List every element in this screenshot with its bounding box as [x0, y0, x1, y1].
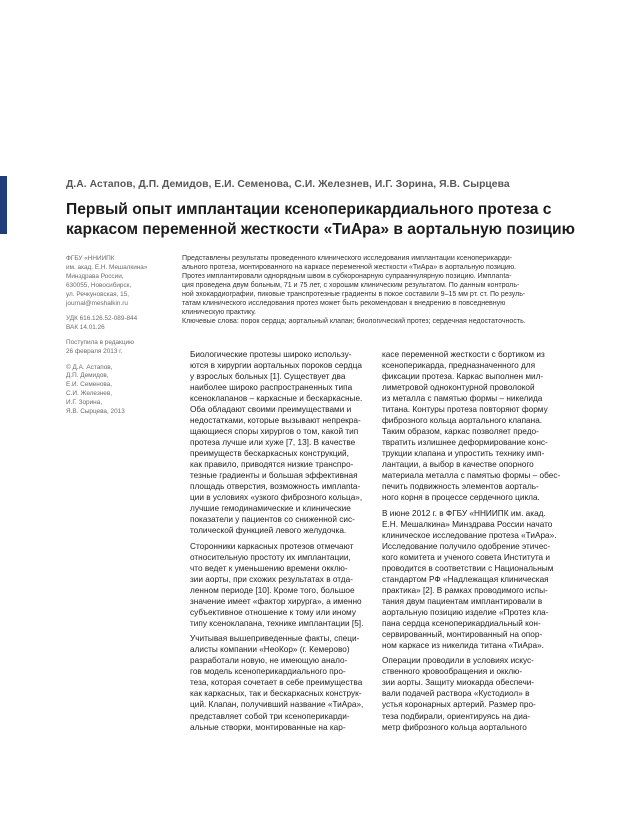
text-line: материала металла с памятью формы – обес-	[382, 471, 561, 481]
text-line: преимуществ бескаркасных конструкций,	[190, 449, 349, 459]
paragraph	[382, 508, 566, 651]
abstract	[182, 254, 582, 326]
text-line: фиброзного кольца аортального клапана.	[382, 416, 543, 426]
article-title	[66, 200, 586, 240]
body-column-left	[190, 349, 374, 737]
text-line: толической функцией левого желудочка.	[190, 526, 347, 536]
text-line: ются в хирургии аортальных пороков сердца	[190, 361, 362, 371]
text-line: из металла с памятью формы – никелида	[382, 394, 543, 404]
text-line: Е.Н. Мешалкина» Минздрава России начато	[382, 519, 553, 529]
text-line: теза подбирали, ориентируясь на диа-	[382, 711, 531, 721]
text-line: протеза лучше или хуже [7, 13]. В качестве	[190, 438, 356, 448]
udc-block	[66, 315, 178, 333]
text-line: лантации, а выбор в качестве опорного	[382, 460, 534, 470]
text-line: Учитывая вышеприведенные факты, специ-	[190, 634, 360, 644]
article-title-line: Первый опыт имплантации ксеноперикардиального протеза с	[66, 201, 552, 218]
section-color-bar	[0, 176, 7, 234]
text-line: недостатками, которые вызывают непрекра-	[190, 416, 361, 426]
text-line: разработали новую, не имеющую анало-	[190, 656, 348, 666]
paragraph	[190, 541, 374, 629]
text-line: зии аорты, при схожих результатах в отда-	[190, 574, 353, 584]
text-line: Оба обладают своими преимуществами и	[190, 405, 352, 415]
text-line: как правило, приводятся низкие транспро-	[190, 460, 354, 470]
text-line: субъективное отношение к тому или иному	[190, 607, 356, 617]
meta-line: ул. Речкуновская, 15,	[66, 290, 130, 298]
text-line: ксеноперикарда, предназначенного для	[382, 361, 536, 371]
text-line: твратить излишнее деформирование конс-	[382, 438, 548, 448]
text-line: тезные градиенты и большая эффективная	[190, 471, 358, 481]
author-list: Д.А. Астапов, Д.П. Демидов, Е.И. Семенова, С.И. Железнев, И.Г. Зорина, Я.В. Сырцева	[66, 179, 510, 190]
text-line: у взрослых больных [1]. Существует два	[190, 372, 346, 382]
paragraph	[190, 349, 374, 536]
text-line: показатели у пациентов со сниженной сис-	[190, 515, 355, 525]
meta-line: им. акад. Е.Н. Мешалкина»	[66, 263, 148, 271]
text-line: что ведет к уменьшению времени окклю-	[190, 563, 348, 573]
text-line: ственного кровообращения и окклю-	[382, 667, 523, 677]
meta-line: И.Г. Зорина,	[66, 399, 102, 407]
text-line: титана. Контуры протеза повторяют форму	[382, 405, 548, 415]
text-line: метр фиброзного кольца аортального	[382, 722, 527, 732]
text-line: проводится в соответствии с Национальным	[382, 563, 554, 573]
text-line: наиболее широко распространенных типа	[190, 383, 353, 393]
copyright-block	[66, 364, 178, 417]
meta-line: Минздрава России,	[66, 272, 124, 280]
text-line: Биологические протезы широко использу-	[190, 350, 352, 359]
meta-line: journal@meshalkin.ru	[66, 299, 128, 307]
meta-line: С.И. Железнев,	[66, 390, 113, 398]
paragraph	[382, 349, 566, 503]
text-line: фиксации протеза. Каркас выполнен мил-	[382, 372, 544, 382]
text-line: вали подачей раствора «Кустодиол» в	[382, 689, 530, 699]
meta-line: ВАК 14.01.26	[66, 323, 105, 331]
text-line: клиническое исследование протеза «ТиАра».	[382, 530, 557, 540]
meta-line: 26 февраля 2013 г.	[66, 348, 123, 356]
meta-line: 630055, Новосибирск,	[66, 281, 132, 289]
article-metadata	[66, 255, 178, 424]
abstract-line: ной эхокардиографии, пиковые транспротезные градиенты в покое составили 9–15 мм рт. ст. По резуль-	[182, 291, 526, 299]
meta-line: Е.И. Семенова,	[66, 381, 113, 389]
text-line: относительную простоту их имплантации,	[190, 552, 351, 562]
text-line: представляет собой три ксеноперикарди-	[190, 711, 350, 721]
text-line: касе переменной жесткости с бортиком из	[382, 350, 545, 359]
text-line: ксеноклапанов – каркасные и бескаркасные.	[190, 394, 363, 404]
text-line: щающиеся споры хирургов о том, какой тип	[190, 427, 359, 437]
received-block	[66, 339, 178, 357]
article-title-line: каркасом переменной жесткости «ТиАра» в аортальную позицию	[66, 221, 575, 238]
meta-line: ФГБУ «ННИИПК	[66, 255, 115, 262]
text-line: пана сердца ксеноперикардиальный кон-	[382, 618, 541, 628]
abstract-line: ция проведена двум больным, 71 и 75 лет, с хорошим клиническим результатом. По данным контроль-	[182, 282, 520, 290]
text-line: трукции клапана и упростить технику имп-	[382, 449, 545, 459]
text-line: альные створки, монтированные на кар-	[190, 722, 346, 732]
text-line: теза, которая сочетает в себе преимущества	[190, 678, 363, 688]
text-line: сервированный, монтированный на опор-	[382, 629, 543, 639]
text-line: практика» [2]. В рамках проводимого испы-	[382, 585, 548, 595]
body-column-right	[382, 349, 566, 737]
text-line: ного корня в процессе сердечного цикла.	[382, 493, 540, 503]
text-line: В июне 2012 г. в ФГБУ «ННИИПК им. акад.	[382, 508, 546, 518]
meta-line: УДК 616.126.52-089-844	[66, 314, 138, 322]
text-line: Таким образом, каркас позволяет предо-	[382, 427, 539, 437]
text-line: печить подвижность элементов аорталь-	[382, 482, 539, 492]
abstract-line: клиническую практику.	[182, 309, 256, 317]
text-line: как каркасных, так и бескаркасных конструк-	[190, 689, 362, 699]
text-line: ленном периоде [10]. Кроме того, большое	[190, 585, 355, 595]
text-line: зии аорты. Защиту миокарда обеспечи-	[382, 678, 535, 688]
meta-line: Я.В. Сырцева, 2013	[66, 408, 125, 416]
affiliation-block	[66, 255, 178, 308]
text-line: лиметровой одноконтурной проволокой	[382, 383, 535, 393]
meta-line: Поступила в редакцию	[66, 339, 134, 347]
text-line: стандартом РФ «Надлежащая клиническая	[382, 574, 549, 584]
paragraph	[382, 655, 566, 732]
text-line: ном каркасе из никелида титана «ТиАра».	[382, 640, 544, 650]
text-line: ций. Клапан, получивший название «ТиАра»,	[190, 700, 364, 710]
meta-line: © Д.А. Астапов,	[66, 363, 113, 371]
text-line: алисты компании «НеоКор» (г. Кемерово)	[190, 645, 350, 655]
text-line: значение имеет «фактор хирурга», а именно	[190, 596, 362, 606]
text-line: устья коронарных артерий. Размер про-	[382, 700, 536, 710]
meta-line: Д.П. Демидов,	[66, 372, 109, 380]
text-line: аортальную позицию изделие «Протез кла-	[382, 607, 549, 617]
text-line: гов модель ксеноперикардиального про-	[190, 667, 346, 677]
keywords-label: Ключевые слова:	[182, 318, 239, 326]
text-line: площадь отверстия, возможность имплanta-	[190, 482, 361, 492]
keywords-list: порок сердца; аортальный клапан; биологический протез; сердечная недостаточность.	[240, 318, 526, 326]
text-line: кого комитета и ученого совета Института и	[382, 552, 551, 562]
paragraph	[190, 633, 374, 732]
text-line: Операции проводили в условиях искус-	[382, 656, 534, 666]
text-line: тания двум пациентам имплантировали в	[382, 596, 543, 606]
text-line: Исследование получило одобрение этичес-	[382, 541, 551, 551]
keywords	[182, 317, 582, 326]
text-line: ции в условиях «узкого фиброзного кольца»,	[190, 493, 363, 503]
abstract-line: ального протеза, монтированного на каркасе переменной жесткости «ТиАра» в аортальную позицию.	[182, 264, 517, 272]
text-line: типу ксеноклапана, технике имплантации [5].	[190, 618, 364, 628]
text-line: лучшие гемодинамические и клинические	[190, 504, 351, 514]
abstract-line: Представлены результаты проведенного клинического исследования имплантации ксеноперикарди-	[182, 255, 513, 262]
abstract-line: татам клинического исследования протез может быть рекомендован к внедрению в повседневную	[182, 300, 506, 308]
text-line: Сторонники каркасных протезов отмечают	[190, 541, 354, 551]
abstract-line: Протез имплантировали однорядным швом в субкоронарную супрааннулярную позицию. Имплanta-	[182, 273, 512, 281]
